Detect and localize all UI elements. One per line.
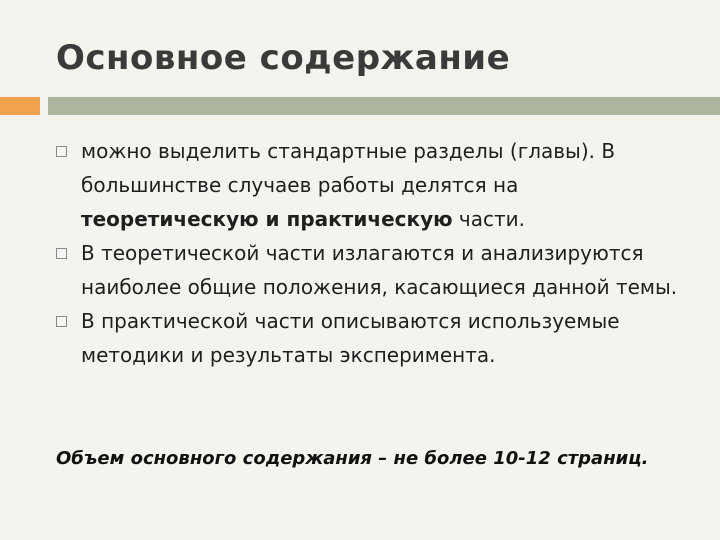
hollow-square-bullet-icon	[56, 146, 67, 157]
list-item	[56, 236, 696, 304]
list-item	[56, 134, 696, 236]
item-text-end: части.	[452, 207, 525, 231]
accent-bar-orange	[0, 97, 40, 115]
hollow-square-bullet-icon	[56, 248, 67, 259]
footer-note: Объем основного содержания – не более 10-12 страниц.	[56, 448, 649, 469]
item-text: В теоретической части излагаются и анализируются наиболее общие положения, касающиеся данной темы.	[81, 241, 678, 299]
item-text: можно выделить стандартные разделы (главы). В большинстве случаев работы делятся на	[81, 139, 616, 197]
page-title: Основное содержание	[56, 38, 511, 78]
item-text: В практической части описываются используемые методики и результаты эксперимента.	[81, 309, 620, 367]
accent-bar-green	[48, 97, 720, 115]
bullet-list	[56, 134, 696, 372]
list-item	[56, 304, 696, 372]
hollow-square-bullet-icon	[56, 316, 67, 327]
item-bold-text: теоретическую и практическую	[81, 207, 453, 231]
